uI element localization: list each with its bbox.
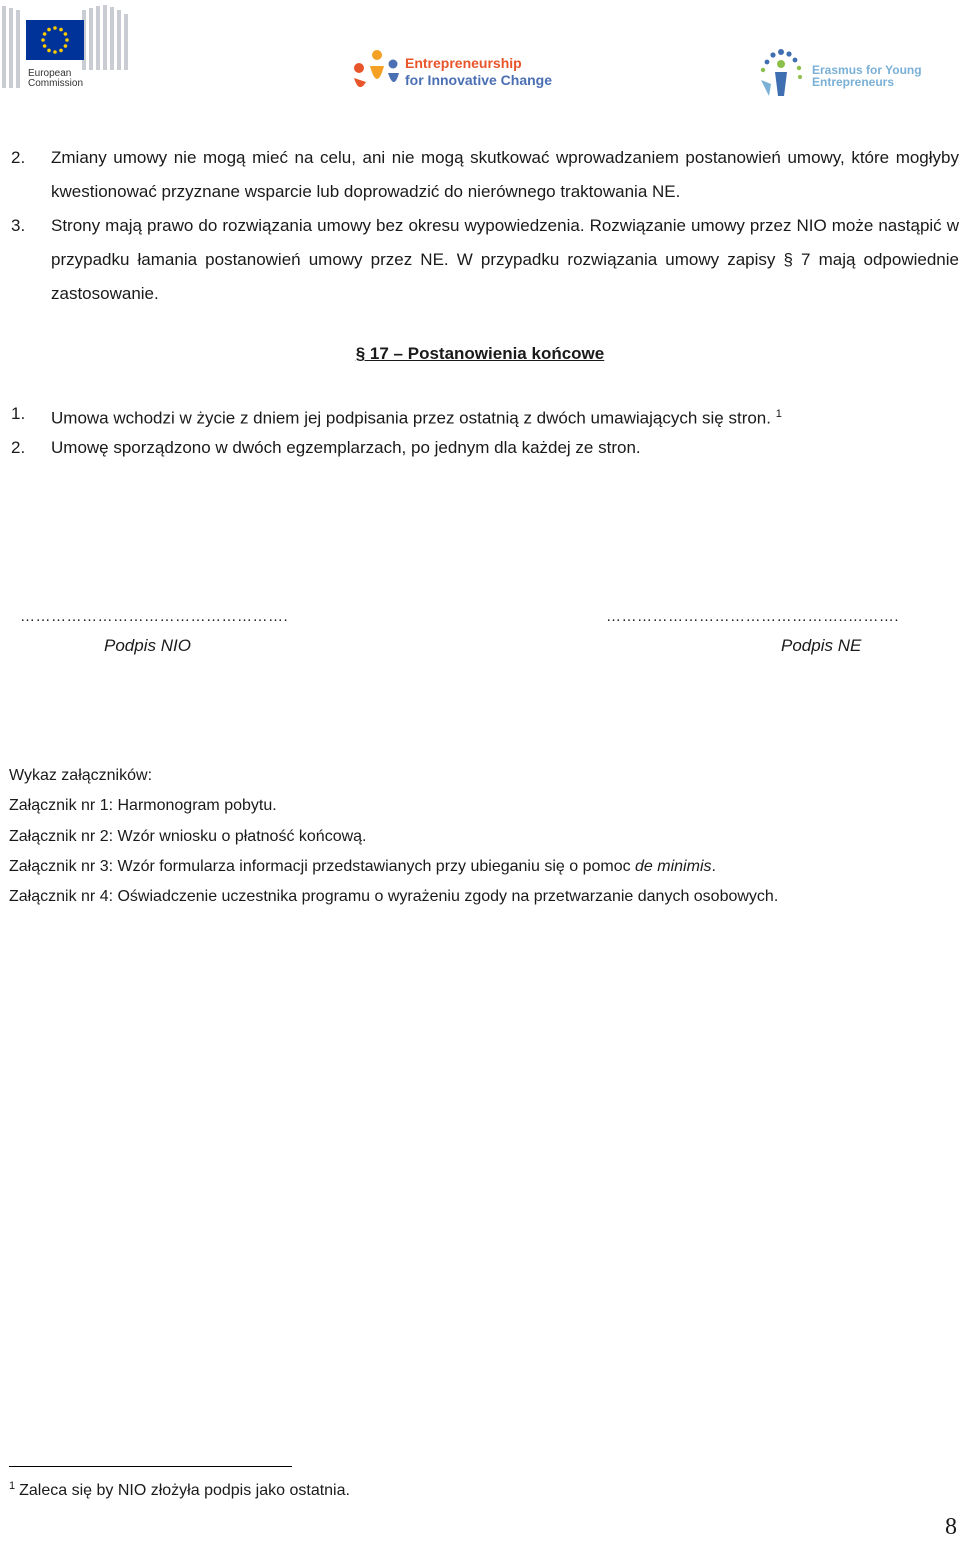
footnote-text: Zaleca się by NIO złożyła podpis jako ostatnia. xyxy=(19,1482,350,1499)
signature-label-ne: Podpis NE xyxy=(781,636,862,655)
erasmus-young-entrepreneurs-logo xyxy=(755,46,922,104)
ec-logo-text-1: European xyxy=(28,68,72,79)
final-clause-1 xyxy=(11,397,959,436)
clause-item-2 xyxy=(11,141,959,209)
attachments-heading: Wykaz załączników: xyxy=(9,767,153,784)
clause-text: Umowę sporządzono w dwóch egzemplarzach, po jednym dla każdej ze stron. xyxy=(51,438,641,457)
footnote-separator xyxy=(9,1466,292,1467)
ey-logo-text-1: Erasmus for Young xyxy=(812,63,922,77)
signature-line-nio: ……………………………………………. xyxy=(20,608,289,625)
clause-number: 2. xyxy=(11,148,26,167)
ey-logo-text-2: Entrepreneurs xyxy=(812,75,895,89)
attachment-item-1: Załącznik nr 1: Harmonogram pobytu. xyxy=(9,797,277,814)
attachment-item-4: Załącznik nr 4: Oświadczenie uczestnika programu o wyrażeniu zgody na przetwarzanie danych osobowych. xyxy=(9,888,779,905)
footnote-number: 1 xyxy=(9,1480,16,1492)
final-clause-2 xyxy=(11,431,959,465)
attachment-item-2: Załącznik nr 2: Wzór wniosku o płatność końcową. xyxy=(9,828,367,845)
attachment-item-3: Załącznik nr 3: Wzór formularza informacji przedstawianych przy ubieganiu się o pomoc de minimis. xyxy=(9,858,716,875)
clause-number: 2. xyxy=(11,438,26,457)
entrepreneurship-innovative-change-logo xyxy=(348,42,553,100)
eic-logo-text-1: Entrepreneurship xyxy=(405,55,522,71)
clause-text: Strony mają prawo do rozwiązania umowy bez okresu wypowiedzenia. Rozwiązanie umowy przez NIO może nastąpić w przypadku łamania postanowień umowy przez NE. W przypadku rozwiązania umowy zapisy § 7 mają odpowiednie zastosowanie. xyxy=(51,216,959,303)
footnote-reference[interactable]: 1 xyxy=(775,408,782,420)
european-commission-logo xyxy=(0,0,132,96)
signature-line-ne: ………………………………………..………. xyxy=(606,608,900,625)
de-minimis-term: de minimis xyxy=(635,858,712,875)
clause-text: Umowa wchodzi w życie z dniem jej podpisania przez ostatnią z dwóch umawiających się stron. xyxy=(51,408,771,428)
ec-logo-text-2: Commission xyxy=(28,78,84,89)
section-title: § 17 – Postanowienia końcowe xyxy=(355,344,605,363)
signature-label-nio: Podpis NIO xyxy=(104,636,191,655)
footnote xyxy=(9,1480,350,1500)
clause-item-3 xyxy=(11,209,959,311)
clause-number: 1. xyxy=(11,404,26,423)
eic-logo-text-2: for Innovative Change xyxy=(405,72,553,88)
clause-number: 3. xyxy=(11,216,26,235)
clause-text: Zmiany umowy nie mogą mieć na celu, ani nie mogą skutkować wprowadzaniem postanowień umowy, które mogłyby kwestionować przyznane wsparcie lub doprowadzić do nierównego traktowania NE. xyxy=(51,148,959,201)
page-number: 8 xyxy=(945,1514,957,1540)
